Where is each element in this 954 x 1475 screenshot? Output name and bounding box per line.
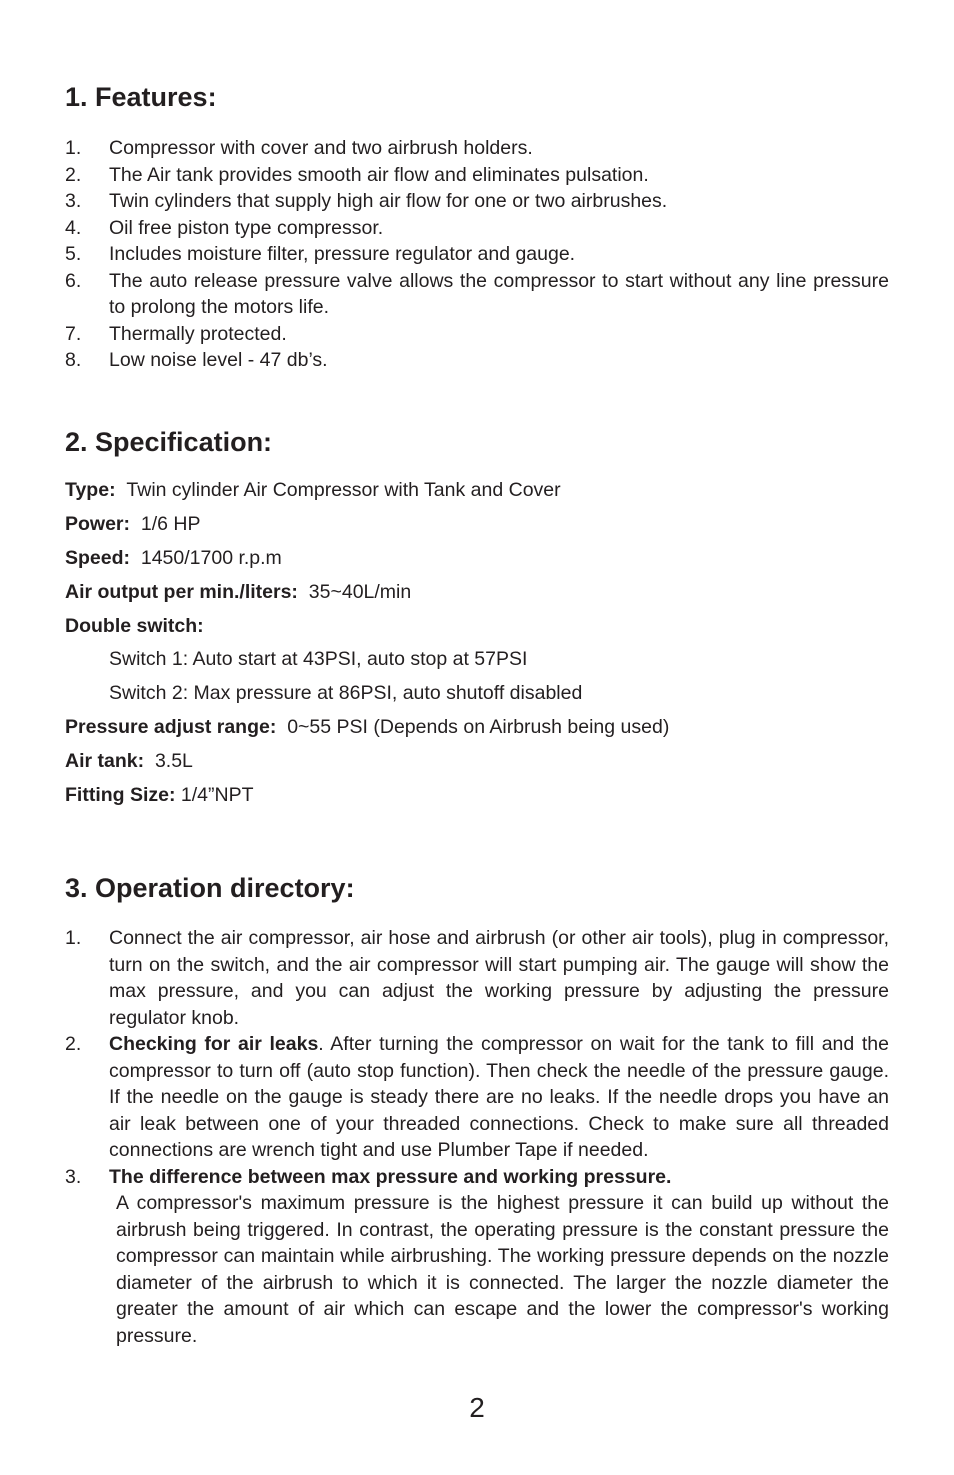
item-lead: Checking for air leaks — [109, 1033, 319, 1055]
spec-label: Speed: — [65, 546, 131, 569]
item-text: Thermally protected. — [109, 322, 287, 345]
spec-label: Fitting Size: — [65, 784, 176, 807]
spec-label: Air tank: — [65, 750, 145, 773]
spec-label: Air output per min./liters: — [65, 580, 298, 603]
spec-fitting-size — [65, 782, 889, 816]
item-text: A compressor's maximum pressure is the highest pressure it can build up without the airbrush being triggered. In contrast, the operating pressure is the constant pressure the compressor can maintain while airbrushing. The working pressure depends on the nozzle diameter of the airbrush to which it is connected. The larger the nozzle diameter the greater the amount of air which can escape and the lower the compressor's working pressure. — [116, 1192, 889, 1347]
spec-value: 0~55 PSI (Depends on Airbrush being used) — [287, 716, 670, 739]
list-item — [65, 925, 889, 1031]
spec-air-tank — [65, 748, 889, 782]
list-item — [65, 241, 889, 268]
features-list — [65, 135, 889, 374]
spec-speed — [65, 545, 889, 579]
item-number: 3. — [65, 1165, 82, 1188]
list-item — [65, 188, 889, 215]
spec-value: 35~40L/min — [308, 580, 412, 603]
item-number: 7. — [65, 322, 82, 345]
specification-heading: 2. Specification: — [65, 427, 273, 457]
item-text: Compressor with cover and two airbrush holders. — [109, 137, 533, 159]
item-number: 6. — [65, 269, 82, 292]
item-text: Includes moisture filter, pressure regulator and gauge. — [109, 243, 576, 265]
item-number: 8. — [65, 349, 82, 371]
spec-label: Type: — [65, 479, 116, 501]
specification-list — [65, 477, 889, 816]
spec-type — [65, 477, 889, 511]
item-number: 2. — [65, 163, 82, 186]
spec-double-switch — [65, 613, 889, 647]
item-number: 1. — [65, 927, 82, 949]
list-item — [65, 1031, 889, 1164]
list-item — [65, 135, 889, 162]
page-number: 2 — [469, 1392, 485, 1423]
item-number: 5. — [65, 243, 82, 265]
item-text: Low noise level - 47 db’s. — [109, 349, 328, 371]
item-number: 4. — [65, 216, 82, 239]
item-text: Connect the air compressor, air hose and airbrush (or other air tools), plug in compressor, turn on the switch, and the air compressor will start pumping air. The gauge will show the max pressure, and you can adjust the working pressure by adjusting the pressure regulator knob. — [109, 927, 889, 1029]
features-heading: 1. Features: — [65, 82, 217, 112]
list-item — [65, 1164, 889, 1350]
operation-list — [65, 925, 889, 1349]
spec-air-output — [65, 579, 889, 613]
list-item — [65, 268, 889, 321]
spec-label: Double switch: — [65, 614, 204, 637]
spec-value: 1/6 HP — [140, 512, 201, 535]
spec-switch-2: Switch 2: Max pressure at 86PSI, auto shutoff disabled — [109, 682, 583, 705]
spec-value: 1450/1700 r.p.m — [140, 546, 282, 569]
item-lead: The difference between max pressure and working pressure. — [109, 1165, 672, 1188]
operation-heading: 3. Operation directory: — [65, 873, 355, 903]
list-item — [65, 215, 889, 242]
spec-label: Pressure adjust range: — [65, 716, 277, 739]
item-text: The auto release pressure valve allows the compressor to start without any line pressure to prolong the motors life. — [109, 269, 889, 318]
spec-value: 1/4”NPT — [180, 784, 254, 807]
item-number: 2. — [65, 1033, 82, 1055]
item-text: . After turning the compressor on wait for the tank to fill and the compressor to turn off (auto stop function). Then check the needle of the pressure gauge. If the needle on the gauge is steady there are no leaks. If the needle drops you have an air leak between one of your threaded connections. Check to make sure all threaded connections are wrench tight and use Plumber Tape if needed. — [109, 1033, 889, 1161]
item-text: Twin cylinders that supply high air flow for one or two airbrushes. — [109, 190, 668, 212]
spec-power — [65, 511, 889, 545]
item-text: Oil free piston type compressor. — [109, 216, 384, 239]
list-item — [65, 321, 889, 348]
spec-value: 3.5L — [154, 750, 193, 773]
spec-value: Twin cylinder Air Compressor with Tank and Cover — [126, 479, 561, 501]
spec-pressure-range — [65, 714, 889, 748]
spec-switch-1: Switch 1: Auto start at 43PSI, auto stop at 57PSI — [109, 648, 528, 671]
item-number: 3. — [65, 190, 82, 212]
list-item — [65, 162, 889, 189]
item-number: 1. — [65, 137, 82, 159]
item-text: The Air tank provides smooth air flow and eliminates pulsation. — [109, 163, 649, 186]
spec-label: Power: — [65, 512, 131, 535]
list-item — [65, 347, 889, 374]
